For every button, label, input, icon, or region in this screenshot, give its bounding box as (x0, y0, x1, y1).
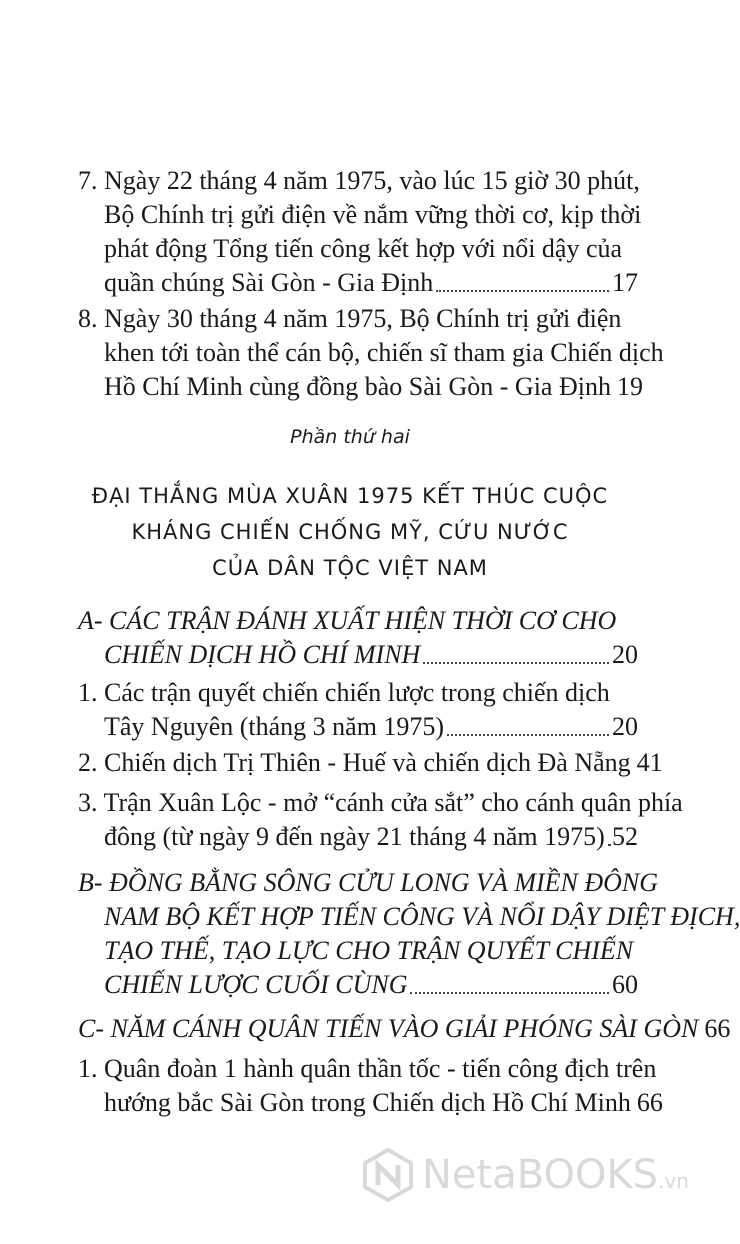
entry-last-line (78, 1086, 663, 1120)
page-number: 20 (612, 640, 638, 669)
entry-text: đông (từ ngày 9 đến ngày 21 tháng 4 năm 1975) (104, 822, 605, 851)
toc-entry-a1 (78, 676, 638, 744)
entry-last-line (78, 968, 638, 1002)
entry-last-line (78, 820, 638, 854)
entry-text: Tây Nguyên (tháng 3 năm 1975) (104, 712, 445, 741)
entry-last-line (78, 710, 638, 744)
entry-line: TẠO THẾ, TẠO LỰC CHO TRẬN QUYẾT CHIẾN (104, 936, 634, 965)
entry-text: C- NĂM CÁNH QUÂN TIẾN VÀO GIẢI PHÓNG SÀI GÒN (78, 1014, 699, 1043)
page-number: 52 (612, 822, 638, 851)
entry-line: khen tới toàn thể cán bộ, chiến sĩ tham gia Chiến dịch (104, 338, 664, 367)
entry-text: Hồ Chí Minh cùng đồng bào Sài Gòn - Gia Định (104, 372, 611, 401)
toc-entry-7 (78, 164, 642, 300)
toc-entry-a3 (78, 786, 683, 854)
toc-entry-c1 (78, 1052, 663, 1120)
dot-leader (410, 992, 609, 994)
page-number: 20 (612, 712, 638, 741)
entry-text: quần chúng Sài Gòn - Gia Định (104, 268, 434, 297)
toc-section-c (78, 1012, 731, 1046)
entry-text: 2. Chiến dịch Trị Thiên - Huế và chiến dịch Đà Nẵng (78, 748, 631, 777)
netabooks-logo-icon (360, 1147, 416, 1203)
toc-entry-a2 (78, 746, 663, 780)
part-title (0, 478, 700, 586)
toc-section-a (78, 604, 638, 672)
dot-leader (423, 662, 609, 664)
watermark-suffix: .vn (658, 1169, 689, 1193)
entry-text: hướng bắc Sài Gòn trong Chiến dịch Hồ Chí Minh (104, 1088, 631, 1117)
part-label: Phần thứ hai (290, 426, 410, 448)
entry-line: NAM BỘ KẾT HỢP TIẾN CÔNG VÀ NỔI DẬY DIỆT ĐỊCH, (104, 902, 740, 931)
entry-line: phát động Tổng tiến công kết hợp với nổi dậy của (104, 234, 623, 263)
watermark-brand-name: NetaBOOKS (422, 1152, 659, 1198)
entry-line: 3. Trận Xuân Lộc - mở “cánh cửa sắt” cho cánh quân phía (78, 788, 683, 817)
entry-last-line (78, 370, 643, 404)
entry-line: 1. Các trận quyết chiến chiến lược trong chiến dịch (78, 678, 610, 707)
entry-text: CHIẾN LƯỢC CUỐI CÙNG (104, 970, 408, 999)
entry-line: 7. Ngày 22 tháng 4 năm 1975, vào lúc 15 giờ 30 phút, (78, 166, 640, 195)
page-number: 41 (636, 748, 663, 777)
page-number: 17 (612, 268, 638, 297)
part-title-line: CỦA DÂN TỘC VIỆT NAM (212, 556, 488, 580)
dot-leader (447, 734, 609, 736)
page-number: 66 (636, 1088, 663, 1117)
entry-line: Bộ Chính trị gửi điện về nắm vững thời cơ, kịp thời (104, 200, 642, 229)
netabooks-watermark (360, 1140, 690, 1210)
toc-section-b (78, 866, 740, 1002)
watermark-brand (422, 1152, 689, 1198)
part-title-line: ĐẠI THẮNG MÙA XUÂN 1975 KẾT THÚC CUỘC (91, 484, 609, 508)
dot-leader (436, 290, 609, 292)
entry-line: A- CÁC TRẬN ĐÁNH XUẤT HIỆN THỜI CƠ CHO (78, 606, 617, 635)
page-number: 19 (616, 372, 643, 401)
entry-last-line (78, 1012, 731, 1046)
entry-last-line (78, 638, 638, 672)
entry-line: 8. Ngày 30 tháng 4 năm 1975, Bộ Chính trị gửi điện (78, 304, 622, 333)
entry-line: B- ĐỒNG BẰNG SÔNG CỬU LONG VÀ MIỀN ĐÔNG (78, 868, 659, 897)
page-number: 66 (704, 1014, 731, 1043)
toc-entry-8 (78, 302, 664, 404)
dot-leader (608, 844, 609, 846)
entry-last-line (78, 266, 638, 300)
entry-last-line (78, 746, 663, 780)
part-title-line: KHÁNG CHIẾN CHỐNG MỸ, CỨU NƯỚC (131, 520, 569, 544)
page-number: 60 (612, 970, 638, 999)
entry-line: 1. Quân đoàn 1 hành quân thần tốc - tiến công địch trên (78, 1054, 657, 1083)
entry-text: CHIẾN DỊCH HỒ CHÍ MINH (104, 640, 421, 669)
